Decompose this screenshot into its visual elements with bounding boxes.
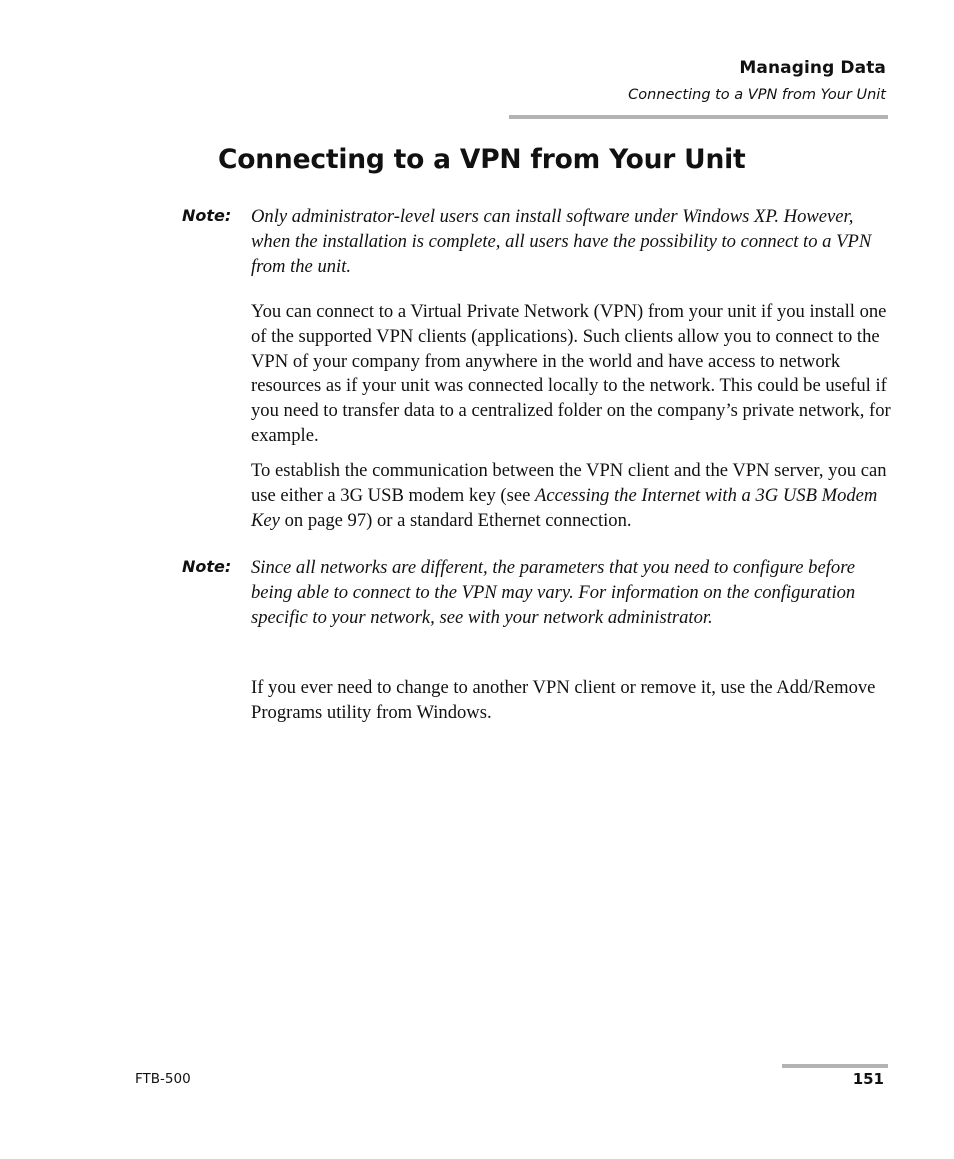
footer-product-name: FTB-500 xyxy=(135,1071,191,1087)
running-header-section: Connecting to a VPN from Your Unit xyxy=(628,87,886,103)
paragraph-text: To establish the communication between the VPN client and the VPN server, you can use either a 3G USB modem key (see xyxy=(251,460,887,506)
note-label: Note: xyxy=(182,206,232,225)
paragraph-change-client: If you ever need to change to another VPN client or remove it, use the Add/Remove Programs utility from Windows. xyxy=(251,677,876,723)
paragraph-connection-methods xyxy=(251,459,891,533)
header-divider xyxy=(509,115,888,119)
note-text: Only administrator-level users can install software under Windows XP. However, when the installation is complete, all users have the possibility to connect to a VPN from the unit. xyxy=(251,206,872,277)
note-text: Since all networks are different, the parameters that you need to configure before being able to connect to the VPN may vary. For information on the configuration specific to your network, see with your network administrator. xyxy=(251,557,856,628)
page-number: 151 xyxy=(852,1070,884,1088)
running-header-chapter: Managing Data xyxy=(739,58,886,78)
footer-divider xyxy=(782,1064,888,1068)
paragraph-text: on page 97) or a standard Ethernet connection. xyxy=(279,509,632,531)
note-label: Note: xyxy=(182,557,232,576)
cross-reference-link[interactable]: Accessing the Internet with a 3G USB Modem Key xyxy=(251,484,878,531)
paragraph-vpn-intro: You can connect to a Virtual Private Network (VPN) from your unit if you install one of the supported VPN clients (applications). Such clients allow you to connect to the VPN of your company from anywhere in the world and have access to network resources as if your unit was connected locally to the network. This could be useful if you need to transfer data to a centralized folder on the company’s private network, for example. xyxy=(251,301,891,446)
page-title: Connecting to a VPN from Your Unit xyxy=(218,144,746,175)
